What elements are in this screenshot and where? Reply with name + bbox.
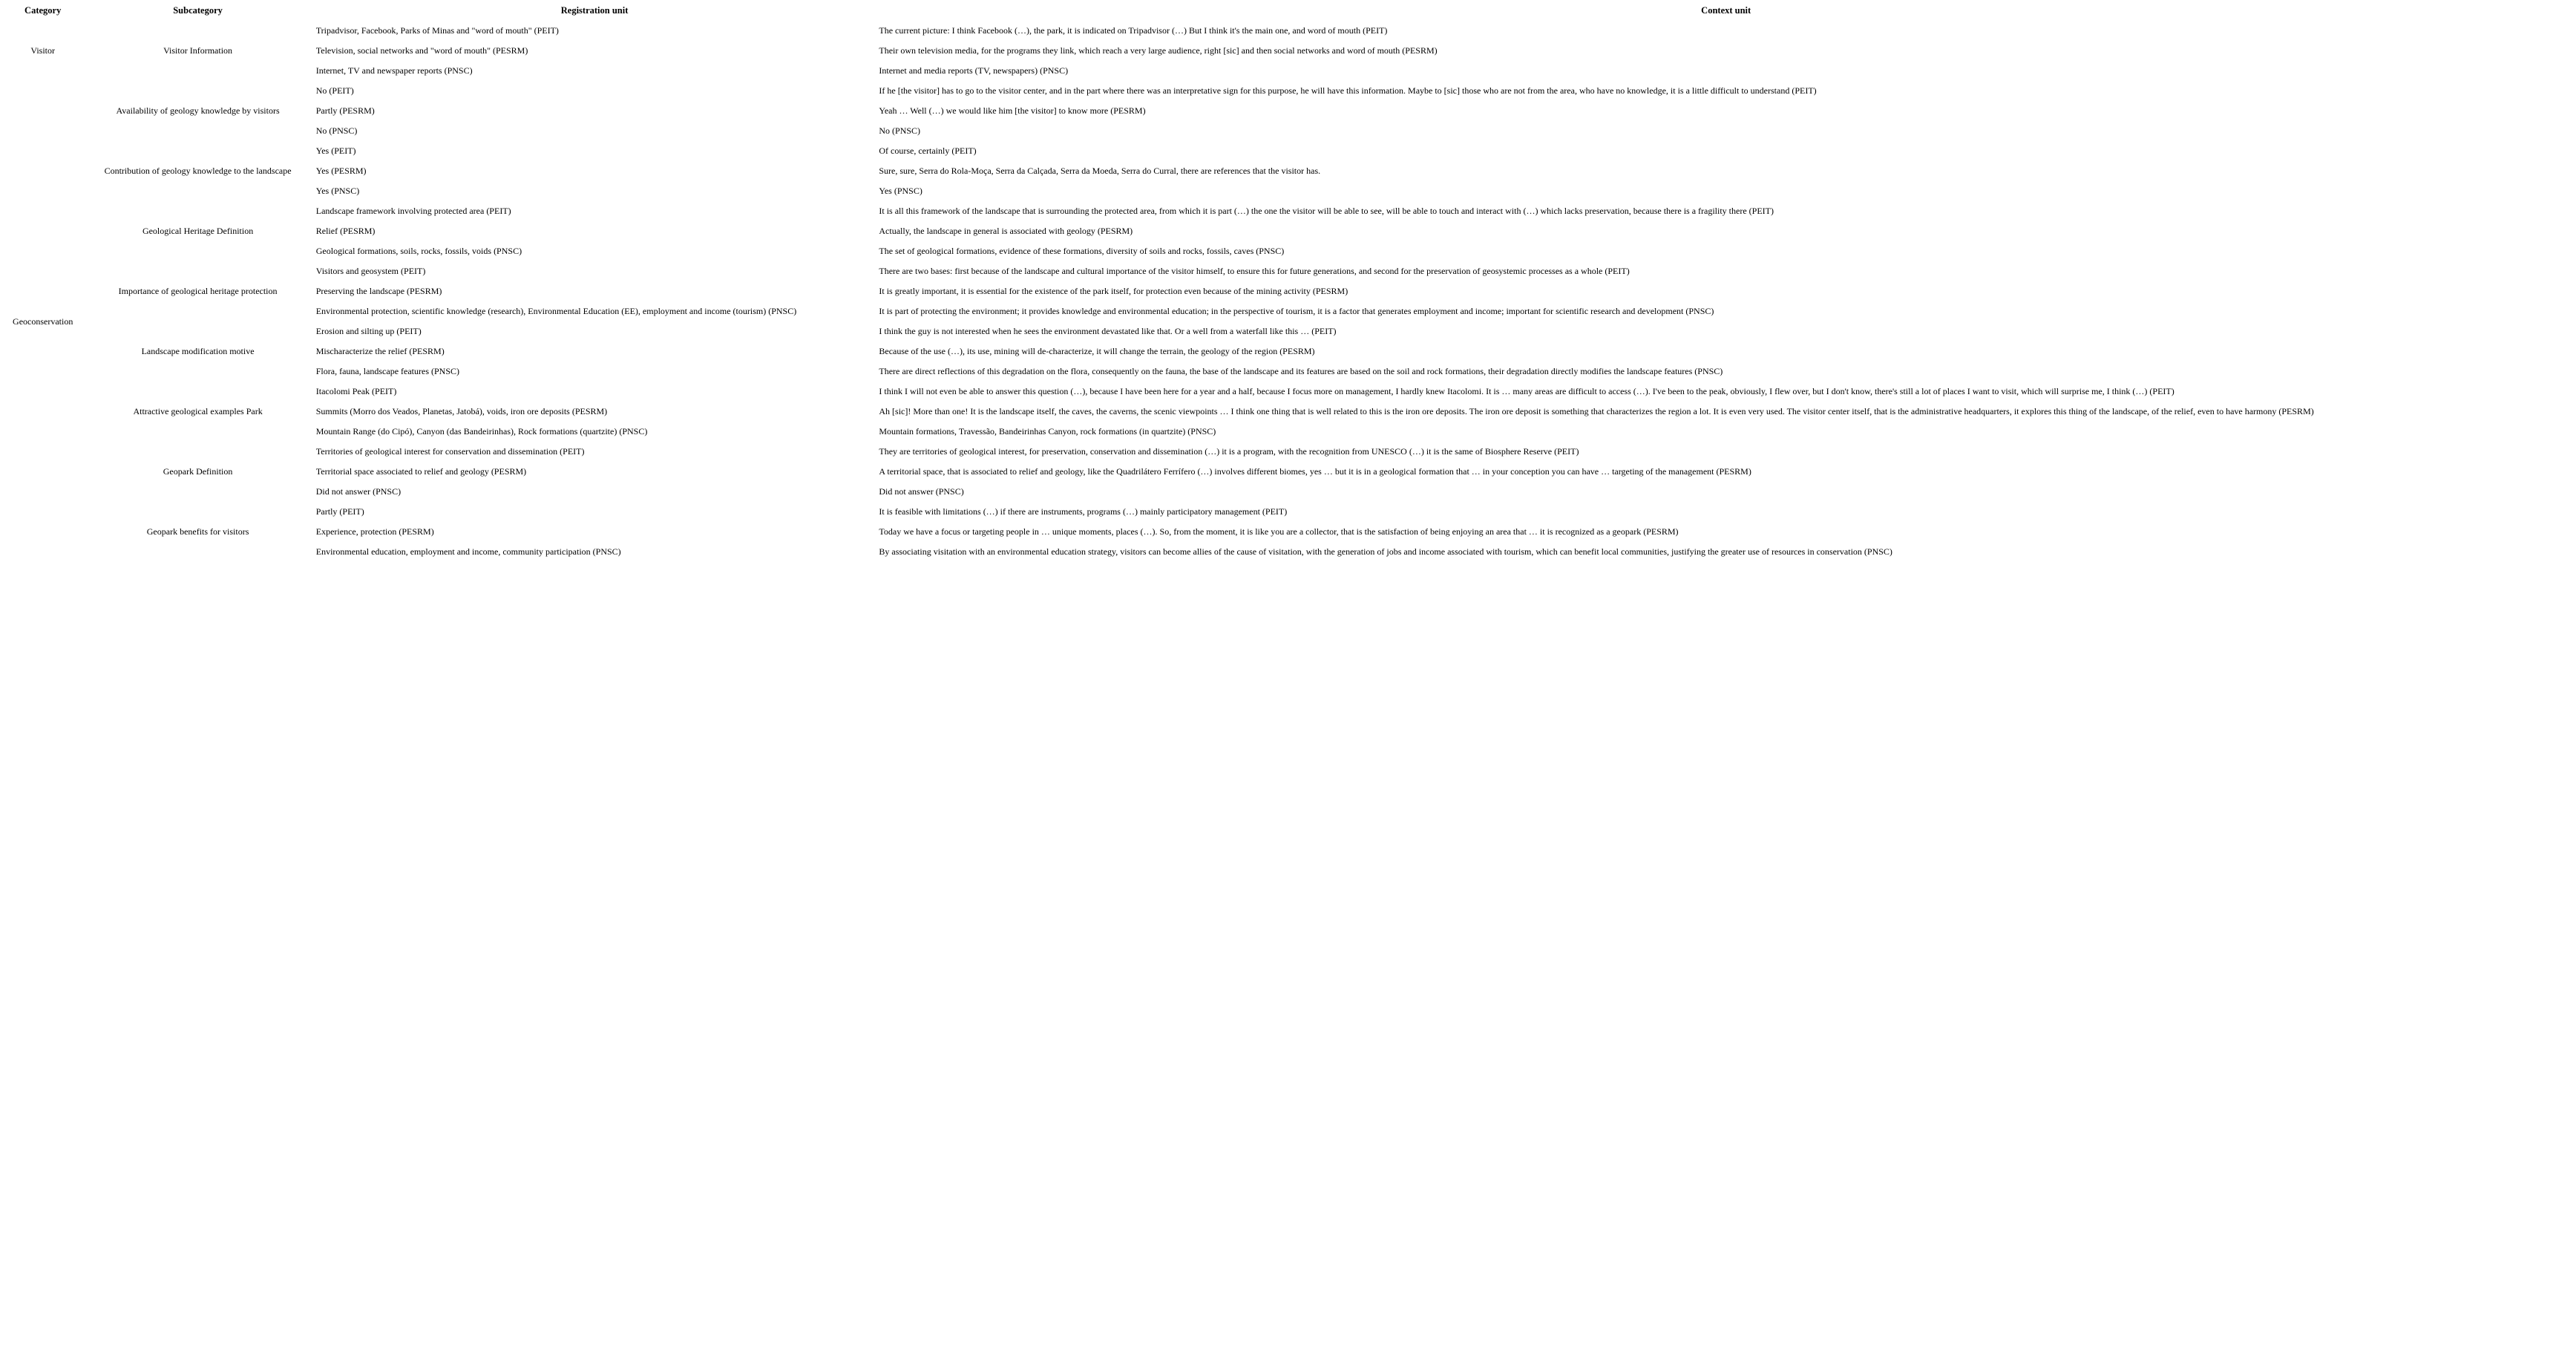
context-unit-cell: Yeah … Well (…) we would like him [the visitor] to know more (PESRM) xyxy=(879,105,1146,116)
registration-unit-cell: Visitors and geosystem (PEIT) xyxy=(315,266,426,276)
registration-unit-cell: No (PEIT) xyxy=(315,85,354,96)
table-row xyxy=(3,101,2576,121)
registration-unit-cell: Did not answer (PNSC) xyxy=(315,486,402,497)
table-row xyxy=(3,241,2576,261)
context-unit-cell: It is part of protecting the environment; it provides knowledge and environmental education; in the perspective of tourism, it is a factor that generates employment and income; important for scientific research and development (PNSC) xyxy=(879,306,1714,316)
registration-unit-cell: Flora, fauna, landscape features (PNSC) xyxy=(315,366,460,376)
subcategory-cell: Visitor Information xyxy=(163,45,233,56)
table-row xyxy=(3,522,2576,542)
table-row xyxy=(3,502,2576,522)
registration-unit-cell: Internet, TV and newspaper reports (PNSC) xyxy=(315,65,473,76)
header-registration-unit: Registration unit xyxy=(560,5,629,16)
category-cell: Geoconservation xyxy=(13,316,73,327)
registration-unit-cell: Mischaracterize the relief (PESRM) xyxy=(315,346,445,356)
table-row xyxy=(3,141,2576,161)
table-row xyxy=(3,181,2576,201)
context-unit-cell: Sure, sure, Serra do Rola-Moça, Serra da Calçada, Serra da Moeda, Serra do Curral, there are references that the visitor has. xyxy=(879,166,1321,176)
registration-unit-cell: Experience, protection (PESRM) xyxy=(315,526,434,537)
table-row xyxy=(3,341,2576,362)
context-unit-cell: No (PNSC) xyxy=(879,125,921,136)
subcategory-cell: Geological Heritage Definition xyxy=(142,226,254,236)
table-row xyxy=(3,482,2576,502)
context-unit-cell: A territorial space, that is associated to relief and geology, like the Quadrilátero Ferrífero (…) involves different biomes, yes … but it is in a geological formation that … in your conception you can have … targeting of the management (PESRM) xyxy=(879,466,1751,477)
table-row xyxy=(3,221,2576,241)
context-unit-cell: The current picture: I think Facebook (…), the park, it is indicated on Tripadvisor (…) But I think it's the main one, and word of mouth (PEIT) xyxy=(879,25,1388,36)
content-analysis-table xyxy=(3,3,2576,562)
context-unit-cell: Did not answer (PNSC) xyxy=(879,486,964,497)
context-unit-cell: It is all this framework of the landscape that is surrounding the protected area, from which it is part (…) the one the visitor will be able to see, will be able to touch and interact with (…) which lacks preservation, because there is a fragility there (PEIT) xyxy=(879,206,1774,216)
registration-unit-cell: No (PNSC) xyxy=(315,125,358,136)
table-row xyxy=(3,21,2576,41)
context-unit-cell: Their own television media, for the programs they link, which reach a very large audience, right [sic] and then social networks and word of mouth (PESRM) xyxy=(879,45,1438,56)
category-cell: Visitor xyxy=(30,45,56,56)
context-unit-cell: Yes (PNSC) xyxy=(879,186,922,196)
registration-unit-cell: Relief (PESRM) xyxy=(315,226,376,236)
table-row xyxy=(3,462,2576,482)
table-row xyxy=(3,41,2576,61)
context-unit-cell: Actually, the landscape in general is associated with geology (PESRM) xyxy=(879,226,1133,236)
registration-unit-cell: Territorial space associated to relief and geology (PESRM) xyxy=(315,466,527,477)
context-unit-cell: I think the guy is not interested when he sees the environment devastated like that. Or a well from a waterfall like this … (PEIT) xyxy=(879,326,1337,336)
table-row xyxy=(3,321,2576,341)
context-unit-cell: Today we have a focus or targeting people in … unique moments, places (…). So, from the moment, it is like you are a collector, that is the satisfaction of being enjoying an area that … it is recognized as a geopark (PESRM) xyxy=(879,526,1679,537)
context-unit-cell: There are direct reflections of this degradation on the flora, consequently on the fauna, the base of the landscape and its features are based on the soil and rock formations, their degradation directly modifies the landscape features (PNSC) xyxy=(879,366,1723,376)
table-row xyxy=(3,362,2576,382)
subcategory-cell: Landscape modification motive xyxy=(141,346,255,356)
registration-unit-cell: Yes (PEIT) xyxy=(315,146,356,156)
subcategory-cell: Attractive geological examples Park xyxy=(133,406,263,416)
table-row xyxy=(3,402,2576,422)
table-row xyxy=(3,542,2576,562)
header-subcategory: Subcategory xyxy=(173,5,223,16)
table-body xyxy=(3,21,2576,562)
subcategory-cell: Contribution of geology knowledge to the landscape xyxy=(104,166,292,176)
table-row xyxy=(3,281,2576,301)
header-row xyxy=(3,3,2576,21)
context-unit-cell: If he [the visitor] has to go to the visitor center, and in the part where there was an interpretative sign for this purpose, he will have this information. Maybe to [sic] those who are not from the area, who have no knowledge, it is a little difficult to understand (PEIT) xyxy=(879,85,1817,96)
registration-unit-cell: Yes (PNSC) xyxy=(315,186,360,196)
context-unit-cell: Ah [sic]! More than one! It is the landscape itself, the caves, the caverns, the scenic viewpoints … I think one thing that is well related to this is the iron ore deposits. The iron ore deposit is something that characterizes the region a lot. It is even very used. The visitor center itself, that is the administrative headquarters, it explores this thing of the landscape, of the relief, even to have harmony (PESRM) xyxy=(879,406,2314,416)
registration-unit-cell: Yes (PESRM) xyxy=(315,166,367,176)
table-row xyxy=(3,442,2576,462)
subcategory-cell: Geopark Definition xyxy=(163,466,233,477)
context-unit-cell: It is greatly important, it is essential for the existence of the park itself, for protection even because of the mining activity (PESRM) xyxy=(879,286,1348,296)
table-row xyxy=(3,382,2576,402)
registration-unit-cell: Preserving the landscape (PESRM) xyxy=(315,286,442,296)
context-unit-cell: It is feasible with limitations (…) if there are instruments, programs (…) mainly participatory management (PEIT) xyxy=(879,506,1288,517)
table-row xyxy=(3,121,2576,141)
header-context-unit: Context unit xyxy=(1701,5,1751,16)
context-unit-cell: There are two bases: first because of the landscape and cultural importance of the visitor himself, to ensure this for future generations, and second for the preservation of geosystemic processes as a whole (PEIT) xyxy=(879,266,1630,276)
table-row xyxy=(3,61,2576,81)
registration-unit-cell: Geological formations, soils, rocks, fossils, voids (PNSC) xyxy=(315,246,522,256)
registration-unit-cell: Tripadvisor, Facebook, Parks of Minas and "word of mouth" (PEIT) xyxy=(315,25,559,36)
table-row xyxy=(3,301,2576,321)
table-row xyxy=(3,261,2576,281)
header-category: Category xyxy=(24,5,62,16)
table-row xyxy=(3,161,2576,181)
context-unit-cell: The set of geological formations, evidence of these formations, diversity of soils and rocks, fossils, caves (PNSC) xyxy=(879,246,1285,256)
registration-unit-cell: Territories of geological interest for conservation and dissemination (PEIT) xyxy=(315,446,585,457)
subcategory-cell: Geopark benefits for visitors xyxy=(146,526,249,537)
registration-unit-cell: Itacolomi Peak (PEIT) xyxy=(315,386,397,396)
context-unit-cell: By associating visitation with an environmental education strategy, visitors can become allies of the cause of visitation, with the generation of jobs and income associated with tourism, which can benefit local communities, justifying the greater use of resources in conservation (PNSC) xyxy=(879,546,1892,557)
context-unit-cell: Because of the use (…), its use, mining will de-characterize, it will change the terrain, the geology of the region (PESRM) xyxy=(879,346,1315,356)
table-row xyxy=(3,81,2576,101)
registration-unit-cell: Environmental protection, scientific knowledge (research), Environmental Education (EE), employment and income (tourism) (PNSC) xyxy=(315,306,797,316)
context-unit-cell: I think I will not even be able to answer this question (…), because I have been here for a year and a half, because I focus more on management, I hardly knew Itacolomi. It is … many areas are difficult to access (…). I've been to the peak, obviously, I flew over, but I don't know, there's still a lot of places I want to visit, which will surprise me, I think (…) (PEIT) xyxy=(879,386,2174,396)
subcategory-cell: Availability of geology knowledge by visitors xyxy=(116,105,280,116)
context-unit-cell: Mountain formations, Travessão, Bandeirinhas Canyon, rock formations (in quartzite) (PNSC) xyxy=(879,426,1216,437)
context-unit-cell: Of course, certainly (PEIT) xyxy=(879,146,977,156)
registration-unit-cell: Partly (PESRM) xyxy=(315,105,375,116)
registration-unit-cell: Summits (Morro dos Veados, Planetas, Jatobá), voids, iron ore deposits (PESRM) xyxy=(315,406,608,416)
registration-unit-cell: Mountain Range (do Cipó), Canyon (das Bandeirinhas), Rock formations (quartzite) (PNSC) xyxy=(315,426,648,437)
subcategory-cell: Importance of geological heritage protection xyxy=(118,286,278,296)
registration-unit-cell: Television, social networks and "word of mouth" (PESRM) xyxy=(315,45,528,56)
table-row xyxy=(3,201,2576,221)
registration-unit-cell: Partly (PEIT) xyxy=(315,506,364,517)
registration-unit-cell: Erosion and silting up (PEIT) xyxy=(315,326,422,336)
registration-unit-cell: Landscape framework involving protected area (PEIT) xyxy=(315,206,511,216)
table-row xyxy=(3,422,2576,442)
registration-unit-cell: Environmental education, employment and income, community participation (PNSC) xyxy=(315,546,621,557)
context-unit-cell: Internet and media reports (TV, newspapers) (PNSC) xyxy=(879,65,1069,76)
context-unit-cell: They are territories of geological interest, for preservation, conservation and dissemination (…) it is a program, with the recognition from UNESCO (…) it is the same of Biosphere Reserve (PEIT) xyxy=(879,446,1579,457)
